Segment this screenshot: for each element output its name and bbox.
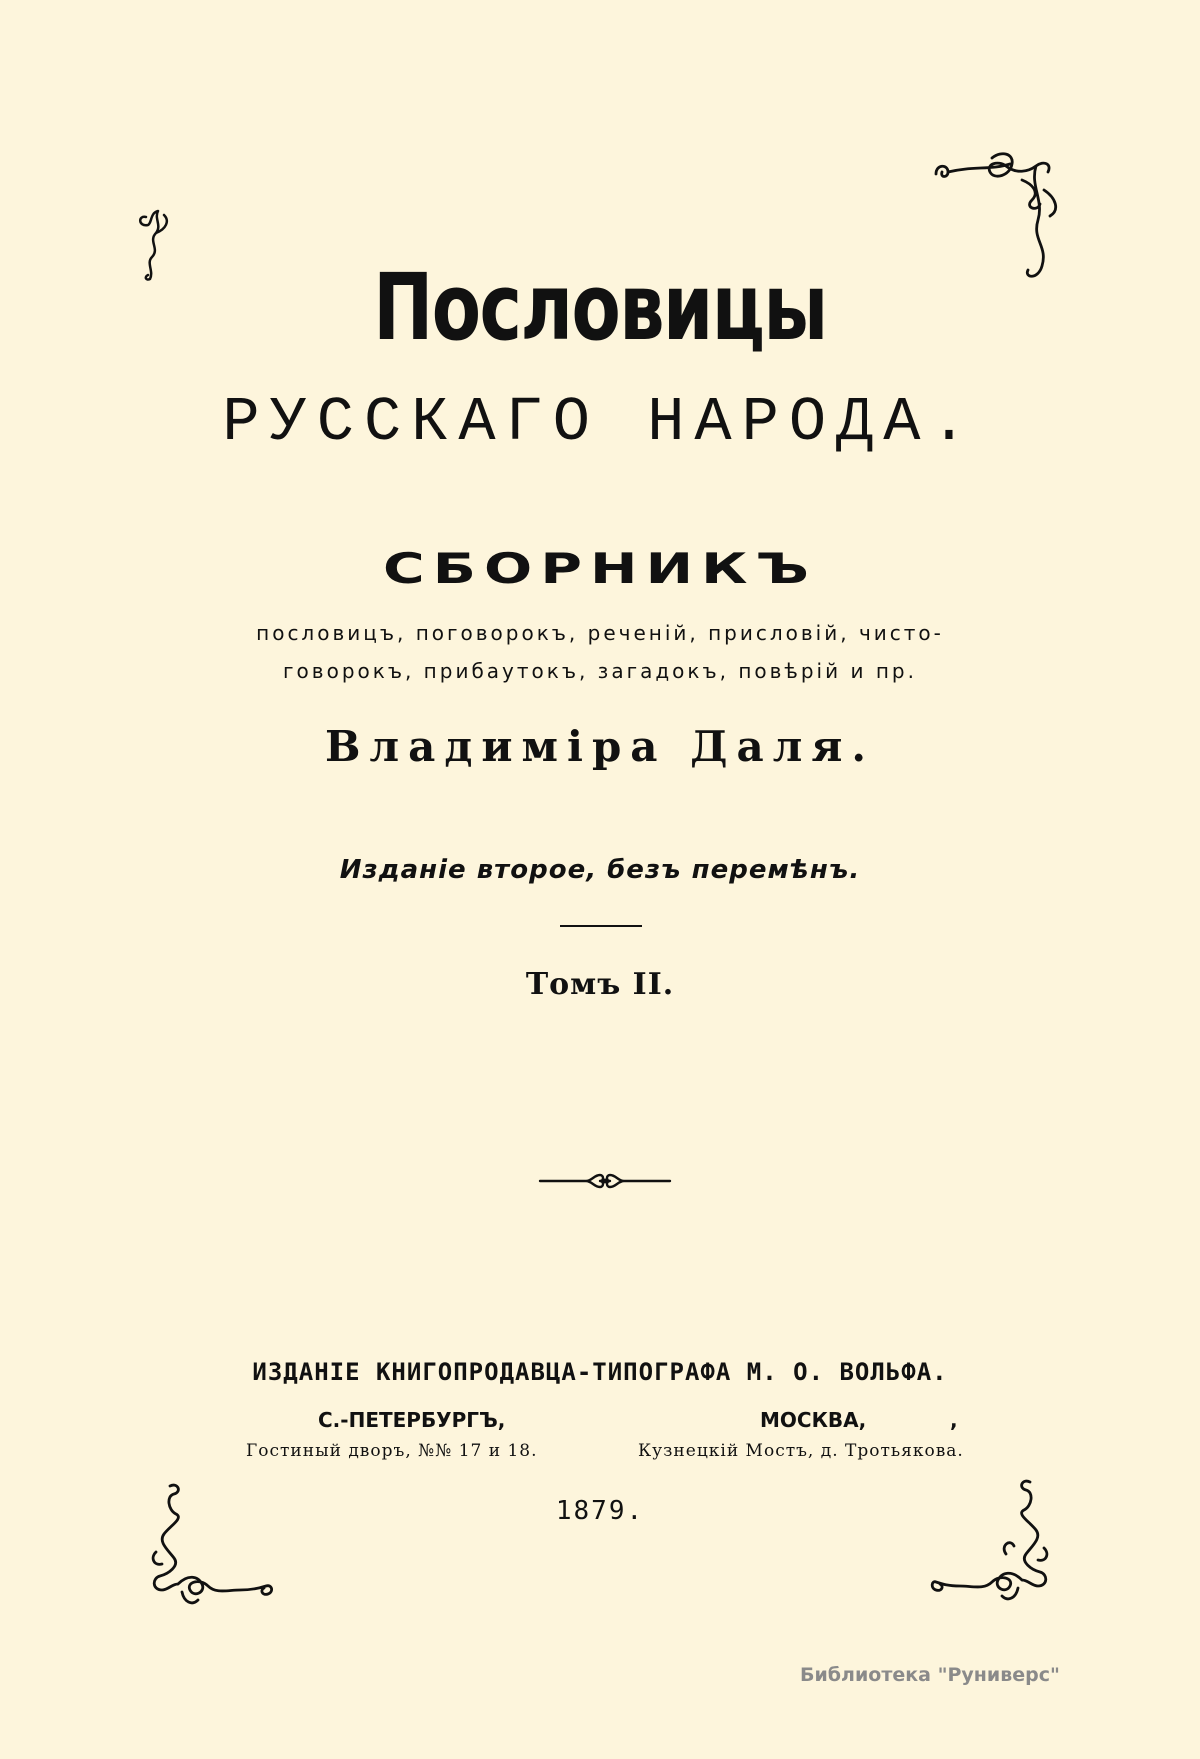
corner-flourish-bottom-left: [148, 1480, 278, 1612]
book-title: Пословицы: [373, 254, 827, 361]
corner-flourish-bottom-right: [930, 1476, 1056, 1610]
stray-comma-mark: ,: [950, 1408, 958, 1432]
center-divider-flourish: [538, 1170, 672, 1192]
horizontal-rule: [560, 925, 642, 927]
city-saint-petersburg: С.-ПЕТЕРБУРГЪ,: [318, 1408, 506, 1432]
address-saint-petersburg: Гостиный дворъ, №№ 17 и 18.: [246, 1441, 538, 1461]
city-moscow: МОСКВА,: [760, 1408, 867, 1432]
author-name: Владиміра Даля.: [325, 722, 875, 771]
publication-year: 1879.: [555, 1496, 645, 1526]
description-line-2: говорокъ, прибаутокъ, загадокъ, повѣрій и пр.: [283, 659, 917, 683]
collection-heading: СБОРНИКЪ: [383, 544, 817, 593]
volume-number: Томъ II.: [525, 967, 675, 1002]
address-moscow: Кузнецкій Мостъ, д. Тротьякова.: [638, 1441, 964, 1461]
book-subtitle: РУССКАГО НАРОДА.: [222, 387, 978, 458]
library-watermark: Библиотека "Руниверс": [800, 1664, 1060, 1686]
edition-note: Изданіе второе, безъ перемѣнъ.: [339, 855, 861, 885]
publisher-line: ИЗДАНІЕ КНИГОПРОДАВЦА-ТИПОГРАФА М. О. ВОЛЬФА.: [252, 1358, 948, 1386]
description-line-1: пословицъ, поговорокъ, реченій, присловій, чисто-: [256, 621, 944, 645]
